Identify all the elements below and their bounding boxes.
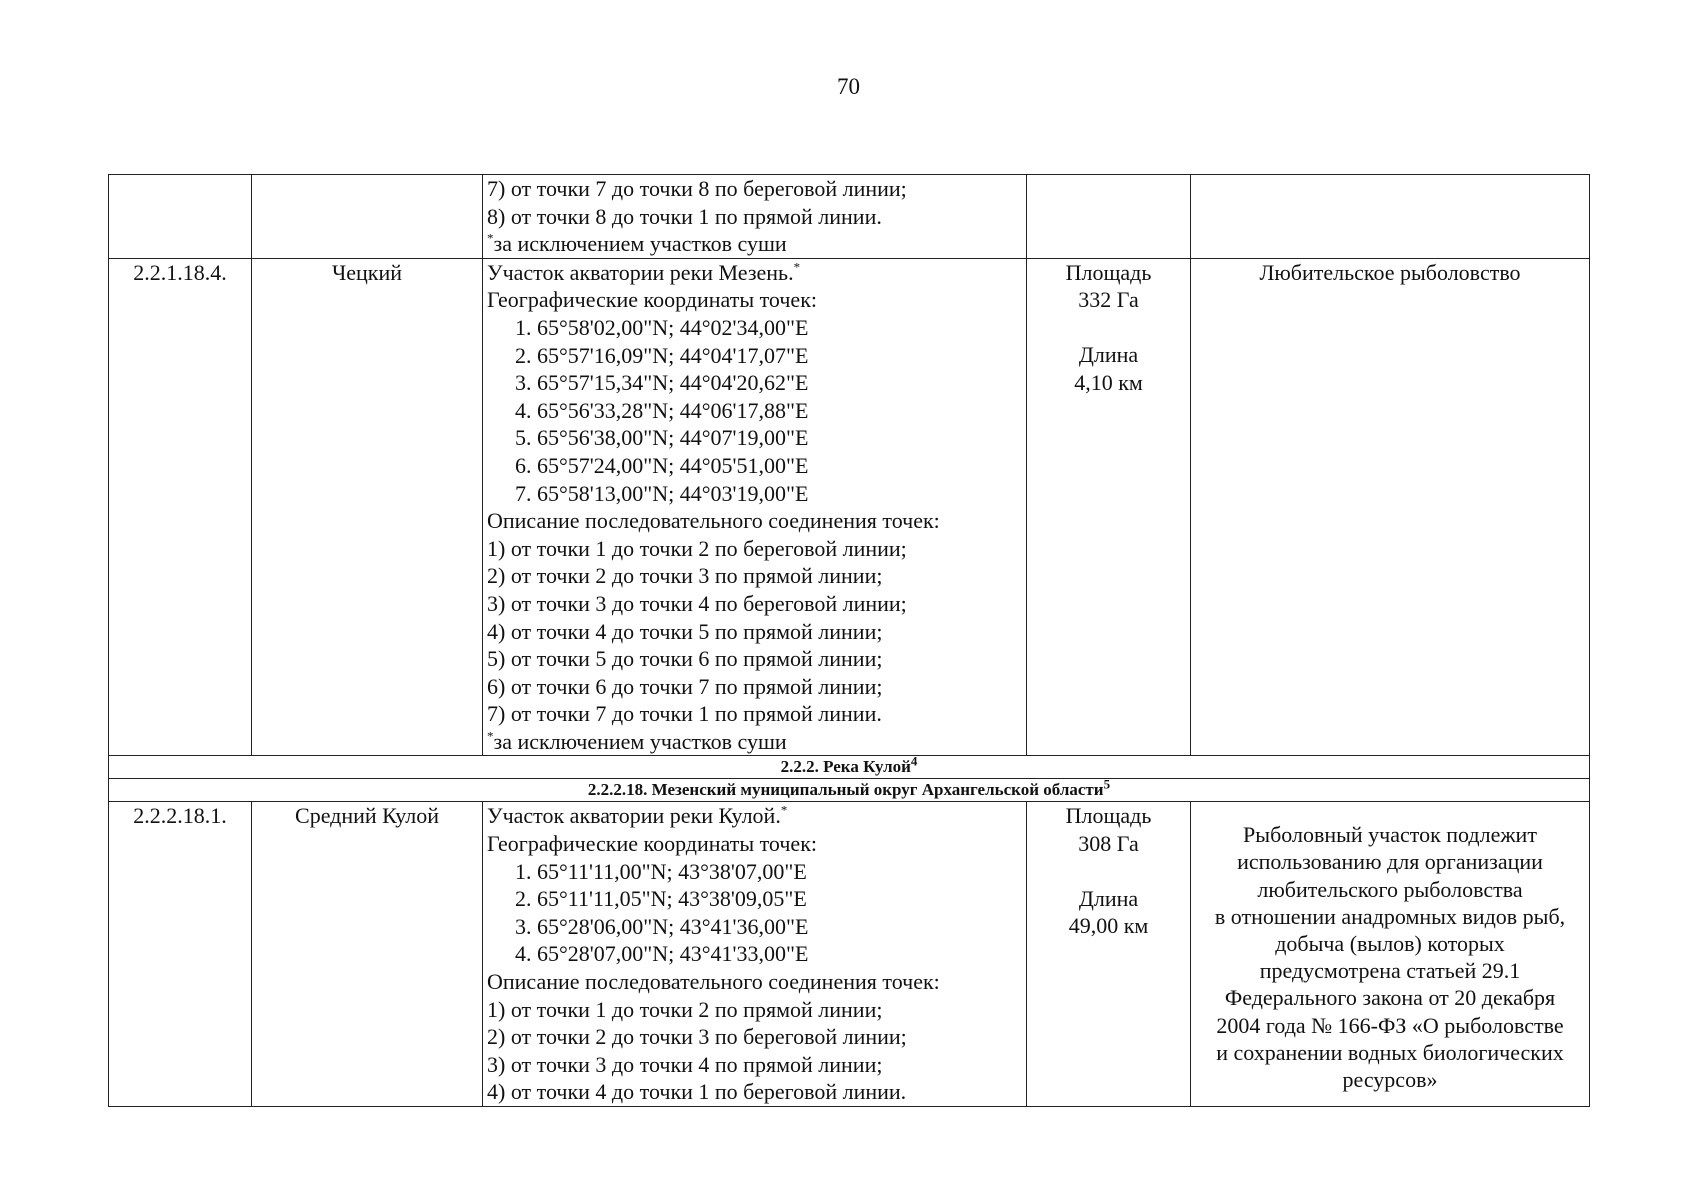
coordinate-item: 3. 65°57'15,34"N; 44°04'20,62"E xyxy=(515,370,809,396)
connection-line: 6) от точки 6 до точки 7 по прямой линии; xyxy=(487,673,883,699)
coordinate-item: 4. 65°56'33,28"N; 44°06'17,88"E xyxy=(515,397,809,423)
connection-line: 1) от точки 1 до точки 2 по прямой линии; xyxy=(487,996,883,1022)
water-area-text: Участок акватории реки Кулой. xyxy=(487,803,781,829)
section-title: 2.2.2. Река Кулой xyxy=(780,757,911,777)
purpose-line: любительского рыболовства xyxy=(1257,876,1523,902)
footnote-text: за исключением участков суши xyxy=(493,231,787,257)
purpose-line: 2004 года № 166-ФЗ «О рыболовстве xyxy=(1216,1012,1564,1038)
section-title: 2.2.2.18. Мезенский муниципальный округ Архангельской области xyxy=(587,780,1104,800)
footnote-line xyxy=(487,728,1022,756)
cell-name-empty xyxy=(252,175,483,259)
table-row-continuation xyxy=(109,175,1590,259)
purpose-line: использованию для организации xyxy=(1237,849,1543,875)
purpose-line: Рыболовный участок подлежит xyxy=(1243,822,1537,848)
connection-line: 8) от точки 8 до точки 1 по прямой линии. xyxy=(487,203,882,229)
purpose-line: в отношении анадромных видов рыб, xyxy=(1214,903,1566,929)
purpose-line: и сохранении водных биологических xyxy=(1216,1039,1564,1065)
cell-metric-empty xyxy=(1027,175,1191,259)
water-area-line xyxy=(487,802,1022,830)
footnote-line xyxy=(487,230,1022,258)
purpose-line: ресурсов» xyxy=(1342,1067,1438,1093)
length-value: 49,00 км xyxy=(1068,913,1149,939)
page-number: 70 xyxy=(837,74,860,99)
connection-line: 4) от точки 4 до точки 1 по береговой линии. xyxy=(487,1079,907,1105)
cell-metrics xyxy=(1027,258,1191,756)
connection-line: 3) от точки 3 до точки 4 по береговой линии; xyxy=(487,590,907,616)
coordinate-item: 2. 65°57'16,09"N; 44°04'17,07"E xyxy=(515,342,809,368)
length-label: Длина xyxy=(1078,885,1139,911)
cell-description xyxy=(483,258,1027,756)
area-label: Площадь xyxy=(1065,803,1152,829)
purpose-line: предусмотрена статьей 29.1 xyxy=(1259,958,1521,984)
connection-line: 2) от точки 2 до точки 3 по прямой линии; xyxy=(487,563,883,589)
cell-name: Средний Кулой xyxy=(252,802,483,1107)
connection-line: 3) от точки 3 до точки 4 по прямой линии; xyxy=(487,1051,883,1077)
area-value: 308 Га xyxy=(1078,831,1139,857)
table-row-chetsky xyxy=(109,258,1590,756)
length-label: Длина xyxy=(1078,341,1139,367)
length-value: 4,10 км xyxy=(1074,369,1143,395)
footnote-mark: * xyxy=(487,230,494,246)
connections-heading: Описание последовательного соединения точек: xyxy=(487,969,940,995)
section-row-district xyxy=(109,779,1590,802)
coordinate-item: 1. 65°58'02,00"N; 44°02'34,00"E xyxy=(515,314,809,340)
cell-purpose: Любительское рыболовство xyxy=(1191,258,1590,756)
coordinate-item: 7. 65°58'13,00"N; 44°03'19,00"E xyxy=(515,480,809,506)
cell-number: 2.2.1.18.4. xyxy=(109,258,252,756)
footnote-mark: 4 xyxy=(910,753,918,769)
connection-line: 2) от точки 2 до точки 3 по береговой линии; xyxy=(487,1024,907,1050)
connection-line: 5) от точки 5 до точки 6 по прямой линии; xyxy=(487,646,883,672)
cell-number: 2.2.2.18.1. xyxy=(109,802,252,1107)
water-area-text: Участок акватории реки Мезень. xyxy=(487,259,794,285)
section-row-river xyxy=(109,756,1590,779)
footnote-text: за исключением участков суши xyxy=(493,728,787,754)
coordinate-item: 4. 65°28'07,00"N; 43°41'33,00"E xyxy=(515,941,809,967)
area-value: 332 Га xyxy=(1078,287,1139,313)
coordinate-item: 3. 65°28'06,00"N; 43°41'36,00"E xyxy=(515,913,809,939)
cell-metrics xyxy=(1027,802,1191,1107)
water-area-line xyxy=(487,259,1022,287)
footnote-mark: 5 xyxy=(1103,776,1111,792)
cell-name: Чецкий xyxy=(252,258,483,756)
purpose-line: добыча (вылов) которых xyxy=(1275,931,1505,957)
coordinate-item: 2. 65°11'11,05"N; 43°38'09,05"E xyxy=(515,886,807,912)
cell-purpose xyxy=(1191,802,1590,1107)
footnote-mark: * xyxy=(487,728,494,744)
cell-description xyxy=(483,802,1027,1107)
footnote-mark: * xyxy=(793,259,801,275)
coordinate-item: 6. 65°57'24,00"N; 44°05'51,00"E xyxy=(515,452,809,478)
coords-heading: Географические координаты точек: xyxy=(487,287,817,313)
connections-heading: Описание последовательного соединения точек: xyxy=(487,508,940,534)
coordinate-item: 1. 65°11'11,00"N; 43°38'07,00"E xyxy=(515,858,807,884)
area-label: Площадь xyxy=(1065,259,1152,285)
fishing-areas-table xyxy=(108,174,1590,1107)
connection-line: 7) от точки 7 до точки 8 по береговой линии; xyxy=(487,176,907,201)
connection-line: 4) от точки 4 до точки 5 по прямой линии; xyxy=(487,618,883,644)
connection-line: 1) от точки 1 до точки 2 по береговой линии; xyxy=(487,535,907,561)
purpose-line: Федерального закона от 20 декабря xyxy=(1224,985,1556,1011)
section-heading xyxy=(109,753,1590,779)
section-heading xyxy=(109,776,1590,802)
connection-line: 7) от точки 7 до точки 1 по прямой линии. xyxy=(487,701,882,727)
cell-purpose-empty xyxy=(1191,175,1590,259)
table-row-kuloy xyxy=(109,802,1590,1107)
coords-heading: Географические координаты точек: xyxy=(487,831,817,857)
footnote-mark: * xyxy=(780,803,788,819)
cell-description-continuation xyxy=(483,175,1027,259)
cell-number-empty xyxy=(109,175,252,259)
coordinate-item: 5. 65°56'38,00"N; 44°07'19,00"E xyxy=(515,425,809,451)
